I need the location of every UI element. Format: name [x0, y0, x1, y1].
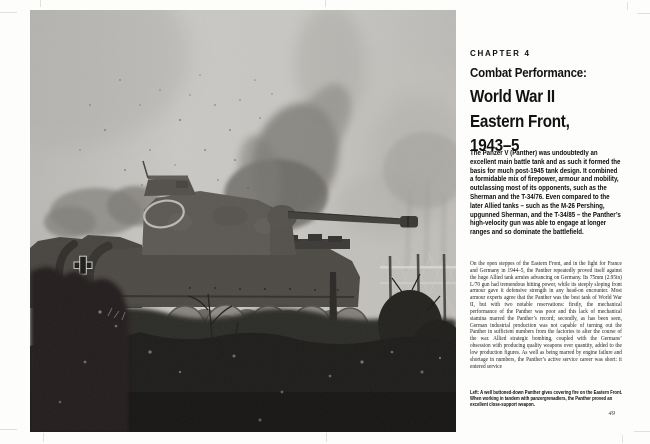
body-paragraph: On the open steppes of the Eastern Front, and in the fight for France and Germany in 1944–5, the Panther repeatedly proved itself against the huge Allied tank armies advancing on Germany. Its 75mm (2.95in) L/70 gun had tremendous hitting power, while its steeply sloping front armour gave it defensive strength in any head-on encounter. Most armour experts agree that the Panther was the best tank of World War II, but with two notable reservations: firstly, the mechanical performance of the Panther was poor and this lack of mechanical stamina marred the Panther’s record; secondly, as has been seen, German industrial production was not capable of turning out the Panther in sufficient numbers from the factories to alter the course of the war. Allied strategic bombing, coupled with the Germans’ obsession with producing quality weapons over quantity, added to the low production figures. As well as being marred by engine failure and shortage in numbers, the Panther’s active service career was short: it entered service [470, 261, 622, 370]
crop-mark [325, 0, 326, 7]
crop-mark [43, 433, 44, 442]
crop-mark [0, 12, 17, 13]
intro-paragraph: The Panzer V (Panther) was undoubtedly an excellent main battle tank and as such it formed the basis for much post-1945 tank design. It combined a formidable mix of firepower, armour and mobility, outclassing most of its opponents, such as the Sherman and the T-34/76. Even compared to the later Allied tanks – such as the M-26 Pershing, upgunned Sherman, and the T-34/85 – the Panther’s high-velocity gun was able to engage at longer ranges and so dominate the battlefield. [470, 150, 621, 237]
panther-photo-illustration [30, 10, 456, 432]
page-number: 49 [608, 410, 615, 417]
crop-mark [326, 433, 327, 442]
crop-mark [0, 429, 17, 430]
chapter-title-line-2: Eastern Front, [470, 110, 570, 131]
crop-mark [40, 0, 41, 7]
chapter-label: CHAPTER 4 [470, 49, 531, 58]
photo-caption: Left: A well buttoned-down Panther gives covering fire on the Eastern Front. When working in tandem with panzergrenadiers, the Panther proved an excellent close-support weapon. [470, 390, 623, 408]
chapter-title [470, 84, 623, 158]
crop-mark [627, 2, 628, 10]
panther-photo [30, 10, 456, 432]
chapter-subtitle: Combat Performance: [470, 66, 587, 80]
crop-mark [637, 13, 650, 14]
crop-mark [622, 435, 623, 443]
chapter-title-line-1: World War II [470, 86, 555, 106]
film-grain [30, 10, 456, 432]
crop-mark [634, 431, 650, 432]
chapter-title-line-3: 1943–5 [470, 135, 520, 155]
